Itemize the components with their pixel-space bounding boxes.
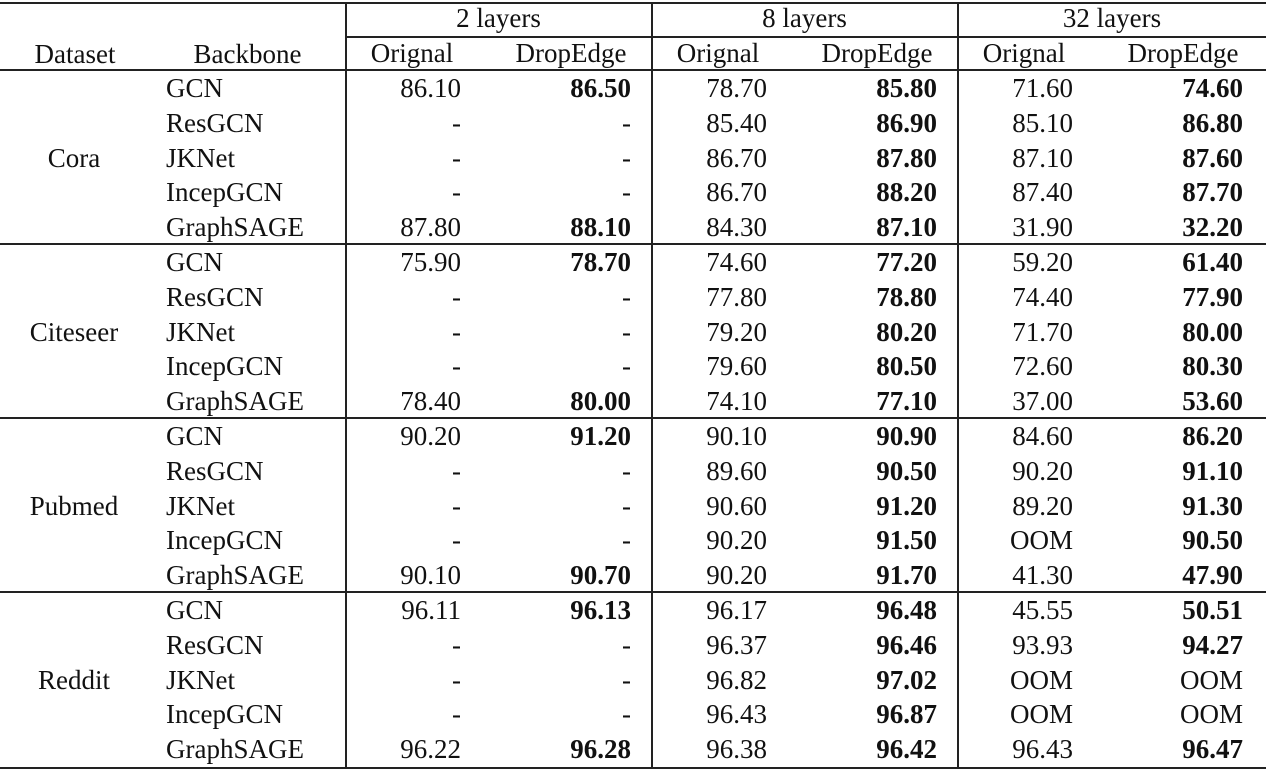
table-cell: -: [622, 107, 631, 138]
backbone-label: IncepGCN: [166, 525, 283, 556]
table-cell: OOM: [1179, 664, 1243, 695]
table-cell: -: [452, 490, 461, 521]
table-cell: 90.20: [706, 525, 767, 556]
table-cell: 87.10: [876, 212, 937, 243]
table-cell: 84.30: [706, 212, 767, 243]
table-cell: 59.20: [1012, 247, 1073, 277]
table-cell: -: [452, 177, 461, 208]
table-cell: 77.80: [706, 281, 767, 312]
table-cell: 90.10: [400, 560, 461, 591]
table-cell: 77.10: [876, 386, 937, 417]
table-cell: 90.10: [706, 421, 767, 451]
table-cell: OOM: [1009, 699, 1073, 730]
table-cell: 96.82: [706, 664, 767, 695]
table-cell: -: [622, 142, 631, 173]
table-cell: 86.50: [570, 73, 631, 103]
table-cell: 87.80: [400, 212, 461, 243]
backbone-label: JKNet: [166, 142, 235, 173]
table-cell: 87.40: [1012, 177, 1073, 208]
table-cell: 90.20: [400, 421, 461, 451]
bottom-rule: [0, 767, 1266, 769]
table-cell: 86.70: [706, 177, 767, 208]
table-cell: 75.90: [400, 247, 461, 277]
table-cell: -: [622, 664, 631, 695]
table-cell: 79.60: [706, 351, 767, 382]
table-cell: 96.47: [1182, 734, 1243, 765]
header-group-32-layers: 32 layers: [1062, 3, 1162, 33]
table-cell: 96.37: [706, 629, 767, 660]
table-cell: 86.80: [1182, 107, 1243, 138]
table-cell: 74.60: [706, 247, 767, 277]
table-cell: 90.90: [876, 421, 937, 451]
table-cell: 88.10: [570, 212, 631, 243]
table-cell: 80.00: [1182, 316, 1243, 347]
table-cell: 96.17: [706, 595, 767, 625]
table-cell: -: [452, 281, 461, 312]
table-cell: -: [622, 177, 631, 208]
table-cell: 78.70: [706, 73, 767, 103]
table-cell: 80.50: [876, 351, 937, 382]
table-cell: 86.70: [706, 142, 767, 173]
table-cell: 47.90: [1182, 560, 1243, 591]
table-cell: 93.93: [1012, 629, 1073, 660]
backbone-label: ResGCN: [166, 281, 264, 312]
table-cell: 77.20: [876, 247, 937, 277]
backbone-label: GraphSAGE: [166, 386, 304, 417]
table-cell: 74.10: [706, 386, 767, 417]
table-cell: 50.51: [1182, 595, 1243, 625]
dataset-label: Pubmed: [29, 490, 119, 521]
header-2-layers-dropedge: DropEdge: [515, 38, 627, 68]
table-cell: 72.60: [1012, 351, 1073, 382]
table-cell: -: [452, 107, 461, 138]
backbone-label: GCN: [166, 247, 224, 277]
backbone-label: JKNet: [166, 490, 235, 521]
table-cell: 78.70: [570, 247, 631, 277]
table-cell: 96.46: [876, 629, 937, 660]
backbone-label: IncepGCN: [166, 351, 283, 382]
table-cell: 90.70: [570, 560, 631, 591]
table-cell: 96.43: [706, 699, 767, 730]
table-cell: 80.30: [1182, 351, 1243, 382]
table-cell: -: [622, 455, 631, 486]
header-32-layers-original: Orignal: [982, 38, 1066, 68]
table-cell: 90.60: [706, 490, 767, 521]
table-cell: 87.70: [1182, 177, 1243, 208]
header-32-layers-dropedge: DropEdge: [1127, 38, 1239, 68]
table-cell: -: [622, 316, 631, 347]
table-cell: -: [452, 142, 461, 173]
table-cell: 45.55: [1012, 595, 1073, 625]
table-cell: 74.40: [1012, 281, 1073, 312]
table-cell: 80.00: [570, 386, 631, 417]
table-cell: 96.43: [1012, 734, 1073, 765]
table-cell: 90.20: [706, 560, 767, 591]
table-cell: OOM: [1009, 525, 1073, 556]
table-cell: 90.50: [1182, 525, 1243, 556]
table-cell: 86.20: [1182, 421, 1243, 451]
backbone-label: IncepGCN: [166, 177, 283, 208]
table-cell: 61.40: [1182, 247, 1243, 277]
table-cell: 96.11: [401, 595, 461, 625]
backbone-label: ResGCN: [166, 107, 264, 138]
table-cell: 97.02: [876, 664, 937, 695]
table-cell: 79.20: [706, 316, 767, 347]
table-cell: 90.20: [1012, 455, 1073, 486]
backbone-label: GraphSAGE: [166, 734, 304, 765]
table-cell: 71.60: [1012, 73, 1073, 103]
dataset-label: Cora: [47, 142, 101, 173]
backbone-label: GCN: [166, 421, 224, 451]
table-cell: -: [622, 351, 631, 382]
backbone-label: GCN: [166, 73, 224, 103]
table-cell: -: [622, 629, 631, 660]
table-cell: -: [622, 699, 631, 730]
header-2-layers-original: Orignal: [370, 38, 454, 68]
table-cell: 96.13: [570, 595, 631, 625]
table-cell: 96.28: [570, 734, 631, 765]
table-cell: -: [452, 455, 461, 486]
table-cell: 41.30: [1012, 560, 1073, 591]
backbone-label: GraphSAGE: [166, 560, 304, 591]
table-cell: OOM: [1009, 664, 1073, 695]
table-cell: 87.10: [1012, 142, 1073, 173]
backbone-label: ResGCN: [166, 629, 264, 660]
table-cell: 96.38: [706, 734, 767, 765]
header-dataset: Dataset: [34, 39, 116, 69]
table-cell: 84.60: [1012, 421, 1073, 451]
table-cell: 94.27: [1182, 629, 1243, 660]
table-cell: 85.10: [1012, 107, 1073, 138]
table-cell: 71.70: [1012, 316, 1073, 347]
table-cell: -: [452, 351, 461, 382]
table-cell: 91.20: [570, 421, 631, 451]
table-cell: -: [622, 490, 631, 521]
table-cell: 88.20: [876, 177, 937, 208]
table-cell: 91.10: [1182, 455, 1243, 486]
header-8-layers-original: Orignal: [676, 38, 760, 68]
table-cell: 85.40: [706, 107, 767, 138]
table-cell: 91.70: [876, 560, 937, 591]
backbone-label: JKNet: [166, 664, 235, 695]
table-cell: 74.60: [1182, 73, 1243, 103]
backbone-label: ResGCN: [166, 455, 264, 486]
header-backbone: Backbone: [193, 39, 302, 69]
backbone-label: GCN: [166, 595, 224, 625]
table-cell: 87.60: [1182, 142, 1243, 173]
backbone-label: IncepGCN: [166, 699, 283, 730]
table-cell: 86.10: [400, 73, 461, 103]
table-cell: 89.60: [706, 455, 767, 486]
table-cell: 77.90: [1182, 281, 1243, 312]
backbone-label: JKNet: [166, 316, 235, 347]
table-cell: -: [622, 281, 631, 312]
table-cell: -: [452, 699, 461, 730]
table-cell: 96.48: [876, 595, 937, 625]
table-cell: 31.90: [1012, 212, 1073, 243]
table-cell: 78.40: [400, 386, 461, 417]
table-cell: OOM: [1179, 699, 1243, 730]
table-cell: 78.80: [876, 281, 937, 312]
table-cell: 90.50: [876, 455, 937, 486]
table-cell: 96.87: [876, 699, 937, 730]
table-cell: 96.22: [400, 734, 461, 765]
table-cell: 37.00: [1012, 386, 1073, 417]
table-cell: -: [452, 525, 461, 556]
table-cell: 85.80: [876, 73, 937, 103]
table-cell: 32.20: [1182, 212, 1243, 243]
backbone-label: GraphSAGE: [166, 212, 304, 243]
table-cell: 53.60: [1182, 386, 1243, 417]
table-cell: 89.20: [1012, 490, 1073, 521]
dataset-label: Reddit: [38, 664, 110, 695]
header-group-2-layers: 2 layers: [456, 3, 541, 33]
table-cell: 86.90: [876, 107, 937, 138]
table-cell: 91.30: [1182, 490, 1243, 521]
table-cell: 96.42: [876, 734, 937, 765]
table-cell: 80.20: [876, 316, 937, 347]
header-group-8-layers: 8 layers: [762, 3, 847, 33]
table-cell: 91.20: [876, 490, 937, 521]
table-cell: -: [622, 525, 631, 556]
table-cell: -: [452, 629, 461, 660]
header-8-layers-dropedge: DropEdge: [821, 38, 933, 68]
table-cell: 91.50: [876, 525, 937, 556]
table-cell: 87.80: [876, 142, 937, 173]
table-cell: -: [452, 316, 461, 347]
table-cell: -: [452, 664, 461, 695]
dataset-label: Citeseer: [29, 316, 119, 347]
